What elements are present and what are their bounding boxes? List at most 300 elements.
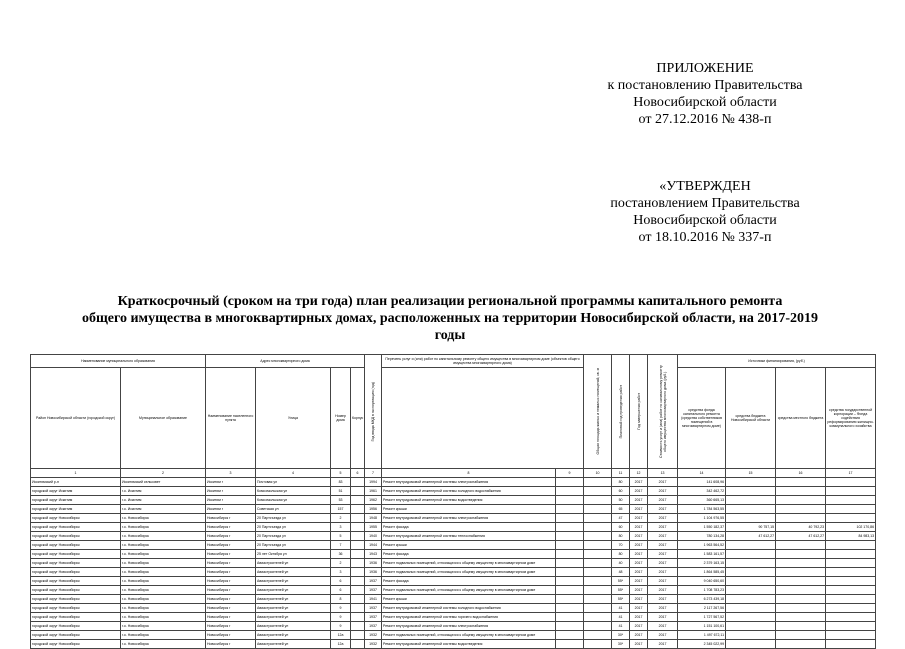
column-number: 12	[630, 469, 648, 478]
header-municipality: Наименование муниципального образования	[31, 355, 206, 368]
cell-district: городской округ Новосибирск	[31, 631, 121, 640]
header-completion-year-text: Год завершения работ	[636, 393, 641, 430]
cell-house: 3	[331, 523, 351, 532]
cell-house: 157	[331, 505, 351, 514]
cell-year-built: 1943	[365, 550, 382, 559]
cell-street: Авиастроителей ул	[256, 559, 331, 568]
table-row	[31, 505, 876, 514]
cell-year-built: 1941	[365, 595, 382, 604]
cell-cost: 2017	[648, 595, 678, 604]
cell-korpus	[351, 604, 365, 613]
cell-mo: г.о. Новосибирск	[121, 568, 206, 577]
cell-district: городской округ Новосибирск	[31, 541, 121, 550]
cell-area	[584, 604, 612, 613]
cell-district: городской округ Новосибирск	[31, 613, 121, 622]
cell-cost: 2017	[648, 613, 678, 622]
cell-korpus	[351, 514, 365, 523]
cell-locality: Искитим г	[206, 496, 256, 505]
cell-year-built: 1962	[365, 496, 382, 505]
cell-street: Авиастроителей ул	[256, 631, 331, 640]
cell-korpus	[351, 532, 365, 541]
cell-house: 3	[331, 568, 351, 577]
cell-work: Ремонт крыши	[382, 505, 556, 514]
cell-fin-region: 47 612,27	[726, 532, 776, 541]
column-number: 3	[206, 469, 256, 478]
cell-area	[584, 631, 612, 640]
header-area-text: Общая площадь жилых и нежилых помещений, кв. м	[595, 368, 600, 455]
cell-empty	[556, 613, 584, 622]
cell-fin-region	[726, 550, 776, 559]
cell-korpus	[351, 640, 365, 649]
column-number: 15	[726, 469, 776, 478]
header-address: Адрес многоквартирного дома	[206, 355, 365, 368]
cell-district: городской округ Искитим	[31, 487, 121, 496]
table-row	[31, 487, 876, 496]
cell-completion: 2017	[630, 478, 648, 487]
cell-fin-region	[726, 613, 776, 622]
cell-fin-fund: 102 170,86	[826, 523, 876, 532]
cell-street: 20 Партсъезда ул	[256, 532, 331, 541]
cell-house: 5	[331, 532, 351, 541]
header-district: Район Новосибирской области (городской округ)	[31, 368, 121, 469]
cell-work: Ремонт подвальных помещений, относящихся к общему имуществу в многоквартирном доме	[382, 586, 556, 595]
cell-completion: 2017	[630, 496, 648, 505]
cell-fin-fund	[826, 631, 876, 640]
cell-fin-region	[726, 631, 776, 640]
cell-area	[584, 550, 612, 559]
header-plan-year	[612, 355, 630, 469]
cell-mo: г.о. Новосибирск	[121, 640, 206, 649]
cell-empty	[556, 622, 584, 631]
cell-district: городской округ Новосибирск	[31, 577, 121, 586]
table-row	[31, 586, 876, 595]
cell-district: городской округ Новосибирск	[31, 586, 121, 595]
cell-district: городской округ Новосибирск	[31, 532, 121, 541]
cell-fin-local	[776, 577, 826, 586]
cell-house: 12а	[331, 640, 351, 649]
cell-district: городской округ Новосибирск	[31, 550, 121, 559]
cell-fin-region	[726, 604, 776, 613]
approved-line: от 18.10.2016 № 337-п	[638, 230, 772, 245]
cell-area	[584, 568, 612, 577]
cell-fin-local	[776, 487, 826, 496]
cell-mo: г.о. Новосибирск	[121, 559, 206, 568]
cell-korpus	[351, 568, 365, 577]
header-korpus: Корпус	[351, 368, 365, 469]
cell-fin-fund	[826, 487, 876, 496]
cell-work: Ремонт подвальных помещений, относящихся к общему имуществу в многоквартирном доме	[382, 568, 556, 577]
cell-work: Ремонт крыши	[382, 541, 556, 550]
cell-mo: г.о. Искитим	[121, 487, 206, 496]
header-fin-local: средства местного бюджета	[776, 368, 826, 469]
cell-work: Ремонт внутридомовой инженерной системы электроснабжения	[382, 622, 556, 631]
cell-cost: 2017	[648, 577, 678, 586]
header-year-built	[365, 355, 382, 469]
cell-fin-region	[726, 487, 776, 496]
cell-total: 2 345 022,99	[678, 640, 726, 649]
cell-fin-region	[726, 496, 776, 505]
cell-korpus	[351, 505, 365, 514]
cell-mo: г.о. Новосибирск	[121, 613, 206, 622]
cell-area	[584, 559, 612, 568]
cell-work: Ремонт внутридомовой инженерной системы холодного водоснабжения	[382, 487, 556, 496]
cell-plan: 30*	[612, 640, 630, 649]
cell-plan: 55*	[612, 595, 630, 604]
header-year-built-text: Год ввода МКД в эксплуатацию (год)	[371, 381, 376, 442]
cell-plan: 80	[612, 532, 630, 541]
appendix-line: от 27.12.2016 № 438-п	[638, 112, 772, 127]
appendix-line: Новосибирской области	[633, 95, 777, 110]
cell-cost: 2017	[648, 640, 678, 649]
cell-house: 2	[331, 514, 351, 523]
cell-area	[584, 586, 612, 595]
cell-cost: 2017	[648, 478, 678, 487]
cell-plan: 80	[612, 550, 630, 559]
cell-cost: 2017	[648, 523, 678, 532]
cell-street: Авиастроителей ул	[256, 586, 331, 595]
cell-street: Авиастроителей ул	[256, 595, 331, 604]
cell-district: городской округ Новосибирск	[31, 568, 121, 577]
column-number: 4	[256, 469, 331, 478]
cell-fin-region	[726, 514, 776, 523]
cell-plan: 40	[612, 559, 630, 568]
cell-total: 1 151 100,61	[678, 622, 726, 631]
approved-line: «УТВЕРЖДЕН	[659, 179, 751, 194]
cell-plan: 60	[612, 523, 630, 532]
cell-locality: Новосибирск г	[206, 604, 256, 613]
column-number: 1	[31, 469, 121, 478]
cell-year-built: 1956	[365, 505, 382, 514]
cell-locality: Новосибирск г	[206, 514, 256, 523]
cell-mo: г.о. Искитим	[121, 496, 206, 505]
cell-street: Авиастроителей ул	[256, 622, 331, 631]
cell-cost: 2017	[648, 586, 678, 595]
column-number: 14	[678, 469, 726, 478]
header-house: Номер дома	[331, 368, 351, 469]
column-number: 9	[556, 469, 584, 478]
cell-empty	[556, 568, 584, 577]
table-row	[31, 613, 876, 622]
cell-completion: 2017	[630, 514, 648, 523]
cell-year-built: 1937	[365, 613, 382, 622]
cell-completion: 2017	[630, 586, 648, 595]
cell-locality: Новосибирск г	[206, 559, 256, 568]
cell-district: городской округ Новосибирск	[31, 640, 121, 649]
cell-locality: Новосибирск г	[206, 613, 256, 622]
cell-empty	[556, 478, 584, 487]
title-line: Краткосрочный (сроком на три года) план реализации региональной программы капитального ремонта	[117, 294, 783, 309]
cell-fin-local	[776, 541, 826, 550]
cell-year-built: 1932	[365, 631, 382, 640]
appendix-line: ПРИЛОЖЕНИЕ	[656, 61, 754, 76]
header-plan-year-text: Плановый год проведения работ	[618, 384, 623, 439]
title-line: годы	[434, 328, 466, 343]
cell-work: Ремонт внутридомовой инженерной системы горячего водоснабжения	[382, 613, 556, 622]
cell-mo: г.о. Новосибирск	[121, 586, 206, 595]
cell-completion: 2017	[630, 523, 648, 532]
cell-locality: Новосибирск г	[206, 550, 256, 559]
cell-plan: 55*	[612, 586, 630, 595]
table-row	[31, 631, 876, 640]
cell-fin-region	[726, 640, 776, 649]
cell-plan: 41	[612, 613, 630, 622]
cell-total: 1 864 585,45	[678, 568, 726, 577]
cell-area	[584, 640, 612, 649]
cell-locality: Новосибирск г	[206, 640, 256, 649]
header-completion-year	[630, 355, 648, 469]
cell-street: 20 Партсъезда ул	[256, 523, 331, 532]
cell-fin-local: 47 612,27	[776, 532, 826, 541]
cell-mo: г.о. Новосибирск	[121, 550, 206, 559]
header-street: Улица	[256, 368, 331, 469]
cell-empty	[556, 550, 584, 559]
cell-empty	[556, 631, 584, 640]
cell-fin-local	[776, 631, 826, 640]
cell-total: 2 117 267,56	[678, 604, 726, 613]
cell-district: городской округ Искитим	[31, 496, 121, 505]
column-number: 8	[382, 469, 556, 478]
cell-completion: 2017	[630, 595, 648, 604]
cell-korpus	[351, 541, 365, 550]
cell-total: 1 727 567,52	[678, 613, 726, 622]
cell-korpus	[351, 595, 365, 604]
cell-fin-local	[776, 514, 826, 523]
cell-fin-fund	[826, 541, 876, 550]
cell-empty	[556, 604, 584, 613]
cell-work: Ремонт внутридомовой инженерной системы водоотведения	[382, 640, 556, 649]
cell-fin-fund	[826, 640, 876, 649]
cell-fin-region	[726, 586, 776, 595]
cell-empty	[556, 496, 584, 505]
header-cost-text: Стоимость услуг и (или) работ по капитальному ремонту общего имущества многоквартирного дома (руб.)	[658, 365, 667, 458]
cell-completion: 2017	[630, 631, 648, 640]
cell-fin-fund	[826, 505, 876, 514]
cell-district: городской округ Искитим	[31, 505, 121, 514]
cell-mo: г.о. Новосибирск	[121, 604, 206, 613]
cell-fin-local	[776, 595, 826, 604]
cell-fin-region	[726, 559, 776, 568]
cell-year-built: 1944	[365, 541, 382, 550]
cell-total: 360 665,13	[678, 496, 726, 505]
column-number: 5	[331, 469, 351, 478]
cell-district: городской округ Новосибирск	[31, 514, 121, 523]
cell-plan: 65	[612, 505, 630, 514]
cell-cost: 2017	[648, 532, 678, 541]
cell-mo: г.о. Новосибирск	[121, 631, 206, 640]
cell-korpus	[351, 586, 365, 595]
cell-mo: г.о. Новосибирск	[121, 541, 206, 550]
cell-district: городской округ Новосибирск	[31, 559, 121, 568]
cell-house: 53	[331, 496, 351, 505]
cell-completion: 2017	[630, 505, 648, 514]
cell-completion: 2017	[630, 541, 648, 550]
cell-fin-fund	[826, 595, 876, 604]
cell-empty	[556, 640, 584, 649]
cell-year-built: 1940	[365, 532, 382, 541]
cell-fin-fund	[826, 613, 876, 622]
cell-district: городской округ Новосибирск	[31, 523, 121, 532]
cell-fin-local	[776, 478, 826, 487]
cell-work: Ремонт внутридомовой инженерной системы электроснабжения	[382, 514, 556, 523]
cell-completion: 2017	[630, 559, 648, 568]
cell-completion: 2017	[630, 568, 648, 577]
cell-mo: г.о. Новосибирск	[121, 622, 206, 631]
cell-total: 1 963 564,52	[678, 541, 726, 550]
cell-house: 6	[331, 577, 351, 586]
cell-mo: г.о. Новосибирск	[121, 523, 206, 532]
cell-locality: Искитим г	[206, 505, 256, 514]
cell-fin-local	[776, 568, 826, 577]
cell-locality: Новосибирск г	[206, 586, 256, 595]
cell-locality: Новосибирск г	[206, 631, 256, 640]
column-number: 6	[351, 469, 365, 478]
cell-empty	[556, 514, 584, 523]
cell-locality: Новосибирск г	[206, 568, 256, 577]
cell-korpus	[351, 478, 365, 487]
cell-fin-local	[776, 613, 826, 622]
cell-cost: 2017	[648, 631, 678, 640]
table-row	[31, 595, 876, 604]
document-title	[40, 293, 860, 344]
title-line: общего имущества в многоквартирных домах, расположенных на территории Новосибирской области, на 2017-2019	[81, 311, 819, 326]
column-number-row	[31, 469, 876, 478]
cell-plan: 80	[612, 478, 630, 487]
cell-korpus	[351, 559, 365, 568]
cell-area	[584, 577, 612, 586]
cell-work: Ремонт внутридомовой инженерной системы электроснабжения	[382, 478, 556, 487]
cell-year-built: 1937	[365, 622, 382, 631]
cell-district: городской округ Новосибирск	[31, 622, 121, 631]
cell-completion: 2017	[630, 604, 648, 613]
cell-plan: 55*	[612, 577, 630, 586]
cell-cost: 2017	[648, 514, 678, 523]
cell-work: Ремонт фасада	[382, 523, 556, 532]
cell-fin-region: 90 757,15	[726, 523, 776, 532]
cell-house: 9	[331, 604, 351, 613]
cell-district: городской округ Новосибирск	[31, 604, 121, 613]
header-works-detail	[382, 368, 584, 469]
cell-fin-fund	[826, 496, 876, 505]
cell-empty	[556, 559, 584, 568]
cell-district: Искитимский р-н	[31, 478, 121, 487]
column-number: 10	[584, 469, 612, 478]
cell-area	[584, 541, 612, 550]
table-row	[31, 559, 876, 568]
cell-fin-local: 40 792,23	[776, 523, 826, 532]
cell-korpus	[351, 631, 365, 640]
cell-fin-fund	[826, 514, 876, 523]
cell-street: 20 Партсъезда ул	[256, 541, 331, 550]
cell-plan: 48	[612, 568, 630, 577]
cell-korpus	[351, 550, 365, 559]
cell-area	[584, 595, 612, 604]
cell-plan: 47	[612, 514, 630, 523]
cell-locality: Новосибирск г	[206, 595, 256, 604]
cell-locality: Искитим г	[206, 487, 256, 496]
cell-locality: Новосибирск г	[206, 541, 256, 550]
header-area	[584, 355, 612, 469]
plan-table-body	[31, 469, 876, 649]
cell-year-built: 1937	[365, 604, 382, 613]
cell-year-built: 1936	[365, 568, 382, 577]
cell-fin-fund	[826, 577, 876, 586]
cell-completion: 2017	[630, 532, 648, 541]
cell-korpus	[351, 577, 365, 586]
cell-cost: 2017	[648, 604, 678, 613]
cell-street: Авиастроителей ул	[256, 577, 331, 586]
cell-completion: 2017	[630, 550, 648, 559]
cell-total: 1 708 783,23	[678, 586, 726, 595]
cell-fin-region	[726, 568, 776, 577]
cell-house: 36	[331, 550, 351, 559]
cell-street: Авиастроителей ул	[256, 604, 331, 613]
cell-street: Авиастроителей ул	[256, 613, 331, 622]
cell-korpus	[351, 622, 365, 631]
cell-plan: 30*	[612, 631, 630, 640]
cell-year-built: 1932	[365, 640, 382, 649]
cell-cost: 2017	[648, 559, 678, 568]
cell-fin-local	[776, 622, 826, 631]
column-number: 13	[648, 469, 678, 478]
cell-cost: 2017	[648, 487, 678, 496]
cell-fin-local	[776, 559, 826, 568]
cell-korpus	[351, 487, 365, 496]
cell-mo: Искитимский сельсовет	[121, 478, 206, 487]
appendix-block	[555, 60, 855, 128]
cell-empty	[556, 532, 584, 541]
cell-mo: г.о. Новосибирск	[121, 577, 206, 586]
table-row	[31, 640, 876, 649]
table-row	[31, 514, 876, 523]
table-row	[31, 496, 876, 505]
cell-total: 342 462,72	[678, 487, 726, 496]
approved-block	[555, 178, 855, 246]
cell-plan: 50	[612, 496, 630, 505]
header-mo: Муниципальное образование	[121, 368, 206, 469]
cell-mo: г.о. Новосибирск	[121, 595, 206, 604]
cell-street: Комсомольская ул	[256, 496, 331, 505]
column-number: 2	[121, 469, 206, 478]
cell-fin-fund	[826, 622, 876, 631]
cell-year-built: 1961	[365, 487, 382, 496]
cell-cost: 2017	[648, 541, 678, 550]
cell-street: 20 Партсъезда ул	[256, 514, 331, 523]
cell-empty	[556, 505, 584, 514]
cell-work: Ремонт крыши	[382, 595, 556, 604]
table-row	[31, 622, 876, 631]
cell-empty	[556, 595, 584, 604]
cell-house: 8	[331, 595, 351, 604]
cell-locality: Новосибирск г	[206, 577, 256, 586]
header-fin-owners: средства фонда капитального ремонта (средства собственников помещений в многоквартирном доме)	[678, 368, 726, 469]
cell-completion: 2017	[630, 640, 648, 649]
cell-empty	[556, 541, 584, 550]
cell-area	[584, 622, 612, 631]
cell-total: 1 550 182,37	[678, 523, 726, 532]
cell-year-built: 1937	[365, 577, 382, 586]
column-number: 11	[612, 469, 630, 478]
cell-fin-region	[726, 622, 776, 631]
cell-house: 83	[331, 478, 351, 487]
header-locality: Наименование населенного пункта	[206, 368, 256, 469]
cell-plan: 60	[612, 487, 630, 496]
cell-cost: 2017	[648, 622, 678, 631]
cell-year-built: 1937	[365, 586, 382, 595]
cell-fin-fund	[826, 604, 876, 613]
cell-work: Ремонт внутридомовой инженерной системы холодного водоснабжения	[382, 604, 556, 613]
cell-completion: 2017	[630, 613, 648, 622]
cell-work: Ремонт фасада	[382, 550, 556, 559]
